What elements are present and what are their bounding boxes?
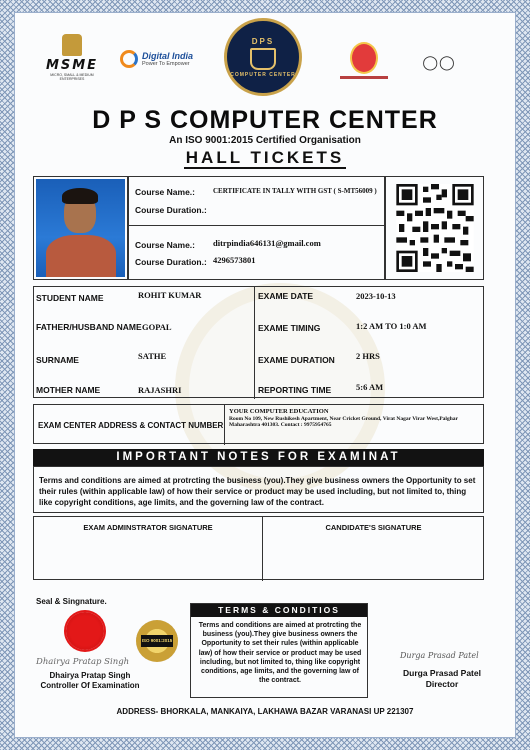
exam-center-value [229,409,479,429]
exam-center-divider [224,405,225,445]
center-title: D P S COMPUTER CENTER [92,106,438,134]
course-email-value: ditrpindia646131@gmail.com [213,238,321,248]
msme-logo-subtext: MICRO, SMALL & MEDIUM ENTERPRISES [50,73,94,81]
course-duration-label-2: Course Duration.: [135,257,207,267]
controller-name: Dhairya Pratap Singh [49,671,131,680]
document-title-text: HALL TICKETS [185,148,345,167]
student-name-label: STUDENT NAME [36,293,104,303]
director-block [392,668,492,689]
red-seal-icon [66,612,104,650]
footer-address: ADDRESS- BHORKALA, MANKAIYA, LAKHAWA BAZAR VARANASI UP 221307 [116,707,414,716]
student-info-table [33,286,484,398]
mother-name-label: MOTHER NAME [36,385,101,395]
student-photo-frame [33,176,128,280]
beti-bachao-logo-icon [350,42,378,74]
qr-code-icon [396,184,474,272]
course-phone-value: 4296573801 [213,255,256,265]
iso-badge-icon [136,620,178,662]
spectacles-icon: ◯◯ [422,54,456,70]
admin-signature-label: EXAM ADMINSTRATOR SIGNATURE [83,523,213,532]
terms-heading: TERMS & CONDITIOS [191,604,367,617]
reporting-time-value: 5:6 AM [356,382,384,392]
document-title [14,148,516,168]
surname-label: SURNAME [36,355,79,365]
exam-center-name: YOUR COMPUTER EDUCATION [229,408,329,415]
course-name-value: CERTIFICATE IN TALLY WITH GST ( S-MT56009 ) [213,187,377,195]
qr-code-frame [385,176,484,280]
important-notes-box [33,466,484,513]
terms-box [190,603,368,698]
beti-bachao-logo-text [340,76,388,79]
reporting-time-label: REPORTING TIME [258,385,332,395]
course-name-label: Course Name.: [135,187,195,197]
course-name-label-2: Course Name.: [135,240,195,250]
course-divider [129,225,386,226]
controller-block [30,671,150,691]
digital-india-icon [120,50,138,68]
digital-india-logo [120,50,193,68]
exam-center-address: Room No 109, New Rushikesh Apartment, Near Cricket Ground, Virat Nagar Virar West,Palghar Maharashtra 401303. Contact : 9975954765 [229,415,458,428]
national-emblem-icon [62,34,82,56]
director-name: Durga Prasad Patel [403,668,481,678]
digital-india-tagline: Power To Empower [142,61,190,67]
candidate-signature-label: CANDIDATE'S SIGNATURE [325,523,422,532]
dps-logo [224,18,302,96]
important-notes-text: Terms and conditions are aimed at protrcting the business (you).They give business owners the Opportunity to set their rules (within applicable law) of how their service or product may be used including, but not limited to, thing like copyright conditions, age limits, and the governing law of the contract. [39,476,476,507]
controller-title: Controller Of Examination [40,681,140,690]
father-name-value: GOPAL [142,322,172,332]
dps-logo-top-text: DPS [251,36,275,46]
exam-date-label: EXAME DATE [258,291,314,301]
msme-logo [42,34,102,81]
father-name-label: FATHER/HUSBAND NAME [36,322,142,332]
course-details [128,176,385,280]
digital-india-title: Digital India [142,51,194,61]
director-signature: Durga Prasad Patel [400,651,479,660]
surname-value: SATHE [138,351,167,361]
iso-badge-text: ISO 9001:2015 [141,635,173,647]
photo-body [46,235,116,277]
dps-logo-bottom-text: COMPUTER CENTER [230,71,296,78]
seal-label: Seal & Singnature. [36,597,107,606]
signature-row [33,516,484,580]
exam-timing-value: 1:2 AM TO 1:0 AM [356,321,427,331]
mother-name-value: RAJASHRI [138,385,182,395]
exam-center-label: EXAM CENTER ADDRESS & CONTACT NUMBER [38,421,224,430]
student-name-value: ROHIT KUMAR [138,290,202,300]
exam-duration-label: EXAME DURATION [258,355,335,365]
photo-hair [62,188,98,204]
controller-signature: Dhairya Pratap Singh [36,657,130,667]
exam-center-row [33,404,484,444]
student-photo [36,179,125,277]
swachh-bharat-logo [416,54,462,71]
book-icon [250,48,276,70]
exam-date-value: 2023-10-13 [356,291,396,301]
course-duration-label: Course Duration.: [135,205,207,215]
msme-logo-text: MSME [45,58,99,73]
iso-subtitle: An ISO 9001:2015 Certified Organisation [169,135,361,146]
info-divider [254,287,255,399]
terms-text: Terms and conditions are aimed at protrcting the business (you).They give business owners the Opportunity to set their rules (within applicable law) of how their service or product may be used including, but not limited to, thing like copyright conditions, age limits, and the governing law of the contract. [198,622,362,685]
director-title: Director [425,678,459,689]
important-notes-heading: IMPORTANT NOTES FOR EXAMINAT [33,449,484,466]
logo-row [14,18,516,104]
exam-timing-label: EXAME TIMING [258,323,321,333]
exam-duration-value: 2 HRS [356,351,380,361]
